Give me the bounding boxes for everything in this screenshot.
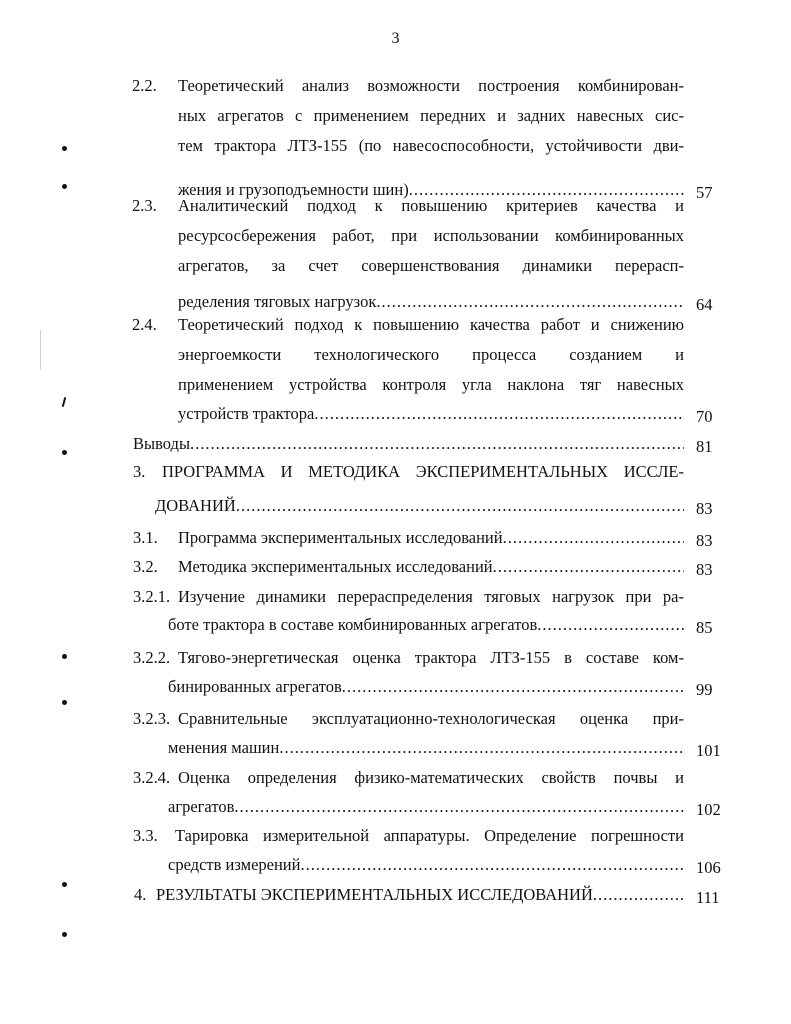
margin-dot	[62, 146, 67, 151]
toc-entry-number: 2.2.	[132, 76, 157, 95]
toc-entry-number: 2.4.	[132, 315, 157, 334]
toc-entry-line: Теоретический подход к повышению качества работ и снижению	[178, 315, 684, 334]
toc-entry-title	[155, 496, 684, 516]
toc-entry-line: Тарировка измерительной аппаратуры. Определение погрешности	[175, 826, 684, 845]
margin-tick	[62, 397, 67, 407]
toc-entry-line: тем трактора ЛТЗ-155 (по навесоспособности, устойчивости дви-	[178, 136, 684, 155]
toc-page-number: 106	[696, 858, 721, 877]
toc-entry-line: Тягово-энергетическая оценка трактора ЛТЗ-155 в составе ком-	[178, 648, 684, 667]
toc-entry-title-text: Выводы	[133, 434, 191, 453]
toc-entry-title	[168, 738, 684, 758]
toc-page-number: 83	[696, 499, 713, 518]
margin-edge	[40, 330, 41, 370]
toc-entry-title	[156, 885, 684, 905]
toc-entry-line: Сравнительные эксплуатационно-технологическая оценка при-	[178, 709, 684, 728]
dot-leader	[537, 615, 684, 635]
toc-page-number: 102	[696, 800, 721, 819]
toc-entry-title	[178, 528, 684, 548]
dot-leader	[493, 557, 684, 577]
toc-entry-title-text: Методика экспериментальных исследований	[178, 557, 493, 576]
toc-entry-title	[133, 434, 684, 454]
toc-entry-number: 2.3.	[132, 196, 157, 215]
toc-entry-line: ных агрегатов с применением передних и задних навесных сис-	[178, 106, 684, 125]
toc-entry-title	[178, 557, 684, 577]
toc-page-number: 64	[696, 295, 713, 314]
toc-entry-title-text: менения машин	[168, 738, 280, 757]
margin-dot	[62, 882, 67, 887]
toc-page-number: 85	[696, 618, 713, 637]
dot-leader	[234, 797, 684, 817]
toc-entry-title-text: ДОВАНИЙ	[155, 496, 236, 515]
toc-entry-line: применением устройства контроля угла наклона тяг навесных	[178, 375, 684, 394]
toc-entry-title-text: Программа экспериментальных исследований	[178, 528, 503, 547]
toc-page-number: 111	[696, 888, 720, 907]
dot-leader	[503, 528, 684, 548]
toc-page-number: 57	[696, 183, 713, 202]
toc-entry-number: 3.2.1.	[133, 587, 171, 606]
toc-entry-title-text: жения и грузоподъемности шин)	[178, 180, 409, 199]
dot-leader	[300, 855, 684, 875]
toc-entry-title	[168, 855, 684, 875]
margin-dot	[62, 654, 67, 659]
toc-entry-title	[178, 404, 684, 424]
toc-entry-number: 3.2.4.	[133, 768, 171, 787]
dot-leader	[279, 738, 684, 758]
margin-dot	[62, 184, 67, 189]
toc-entry-number: 3.2.	[133, 557, 158, 576]
toc-entry-title-text: средств измерений	[168, 855, 301, 874]
toc-entry-line: ПРОГРАММА И МЕТОДИКА ЭКСПЕРИМЕНТАЛЬНЫХ ИССЛЕ-	[162, 462, 684, 481]
margin-dot	[62, 450, 67, 455]
toc-entry-line: ресурсосбережения работ, при использовании комбинированных	[178, 226, 684, 245]
toc-entry-number: 3.3.	[133, 826, 158, 845]
toc-entry-number: 3.1.	[133, 528, 158, 547]
toc-page-number: 81	[696, 437, 713, 456]
toc-entry-line: Теоретический анализ возможности построения комбинирован-	[178, 76, 684, 95]
toc-entry-title	[168, 677, 684, 697]
toc-entry-number: 3.2.3.	[133, 709, 171, 728]
margin-dot	[62, 700, 67, 705]
toc-entry-title-text: ределения тяговых нагрузок	[178, 292, 377, 311]
dot-leader	[593, 885, 684, 905]
toc-entry-title-text: бинированных агрегатов	[168, 677, 342, 696]
dot-leader	[376, 292, 684, 312]
page-number: 3	[391, 30, 400, 47]
toc-page-number: 83	[696, 560, 713, 579]
toc-page-number: 70	[696, 407, 713, 426]
toc-page-number: 101	[696, 741, 721, 760]
toc-entry-line: энергоемкости технологического процесса созданием и	[178, 345, 684, 364]
toc-entry-number: 3.	[133, 462, 146, 481]
toc-entry-line: агрегатов, за счет совершенствования динамики перерасп-	[178, 256, 684, 275]
toc-entry-number: 4.	[134, 885, 147, 904]
toc-page-number: 83	[696, 531, 713, 550]
toc-entry-line: Изучение динамики перераспределения тяговых нагрузок при ра-	[178, 587, 684, 606]
dot-leader	[342, 677, 684, 697]
toc-entry-title-text: агрегатов	[168, 797, 235, 816]
dot-leader	[314, 404, 684, 424]
toc-entry-line: Оценка определения физико-математических свойств почвы и	[178, 768, 684, 787]
toc-entry-title-text: устройств трактора	[178, 404, 315, 423]
toc-entry-title-text: боте трактора в составе комбинированных агрегатов	[168, 615, 538, 634]
dot-leader	[236, 496, 684, 516]
margin-dot	[62, 932, 67, 937]
toc-entry-title-text: РЕЗУЛЬТАТЫ ЭКСПЕРИМЕНТАЛЬНЫХ ИССЛЕДОВАНИЙ	[156, 885, 593, 904]
toc-entry-title	[168, 797, 684, 817]
dot-leader	[190, 434, 684, 454]
toc-entry-line: Аналитический подход к повышению критериев качества и	[178, 196, 684, 215]
toc-entry-title	[178, 292, 684, 312]
toc-entry-number: 3.2.2.	[133, 648, 171, 667]
toc-page-number: 99	[696, 680, 713, 699]
toc-entry-title	[168, 615, 684, 635]
